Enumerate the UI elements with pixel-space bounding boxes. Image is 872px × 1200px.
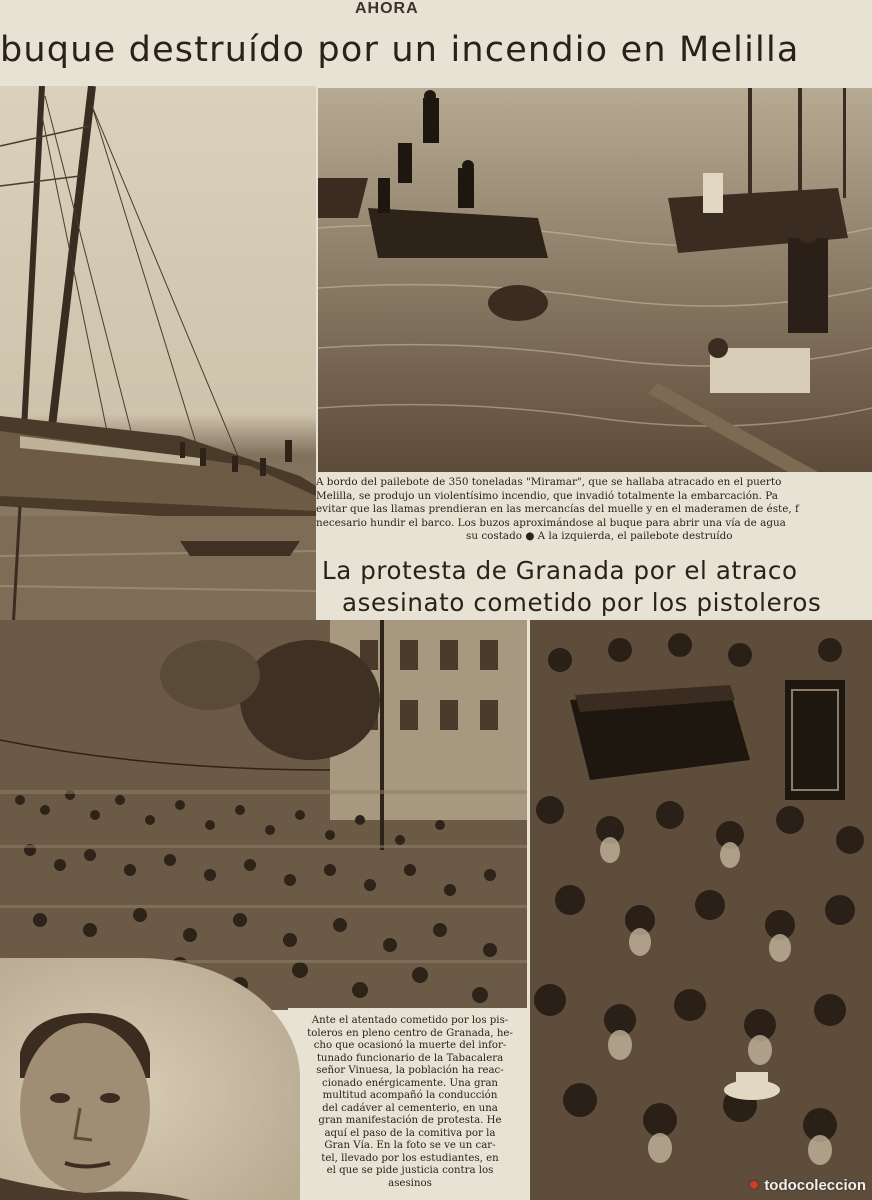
- caption-line: necesario hundir el barco. Los buzos aproximándose al buque para abrir una vía de agua: [316, 516, 786, 529]
- caption-line: tel, llevado por los estudiantes, en: [321, 1152, 499, 1164]
- caption-line: cho que ocasionó la muerte del infor-: [313, 1040, 507, 1051]
- caption-line: A bordo del pailebote de 350 toneladas "Miramar", que se hallaba atracado en el puerto: [316, 476, 782, 488]
- caption-granada: [294, 1015, 526, 1195]
- watermark-dot-icon: ●: [748, 1174, 765, 1194]
- caption-line: toleros en pleno centro de Granada, he-: [307, 1027, 513, 1039]
- caption-line: del cadáver al cementerio, en una: [322, 1102, 498, 1114]
- caption-line: aquí el paso de la comitiva por la: [324, 1127, 496, 1139]
- headline-melilla: buque destruído por un incendio en Melilla: [0, 30, 800, 70]
- caption-line: cionado enérgicamente. Una gran: [321, 1077, 498, 1089]
- caption-line: Melilla, se produjo un violentísimo incendio, que invadió totalmente la embarcación. Pa: [316, 489, 778, 502]
- caption-line: multitud acompañó la conducción: [322, 1090, 498, 1101]
- photo-destroyed-schooner: [0, 86, 316, 682]
- caption-line: su costado ● A la izquierda, el pailebote destruído: [466, 530, 733, 543]
- caption-melilla: [316, 476, 872, 546]
- watermark-text: todocoleccion: [764, 1177, 866, 1194]
- photo-procession-gran-via: [0, 620, 527, 1010]
- headline-granada-line2: asesinato cometido por los pistoleros: [342, 588, 822, 617]
- caption-line: tunado funcionario de la Tabacalera: [316, 1052, 504, 1064]
- watermark-logo: [656, 1174, 866, 1196]
- caption-line: Gran Vía. En la foto se ve un car-: [324, 1140, 496, 1151]
- photo-divers-boats: [318, 88, 872, 472]
- photo-coffin-procession: [530, 620, 872, 1200]
- caption-line: gran manifestación de protesta. He: [318, 1115, 502, 1126]
- caption-line: señor Vinuesa, la población ha reac-: [316, 1065, 504, 1076]
- caption-line: asesinos: [388, 1177, 432, 1189]
- caption-line: el que se pide justicia contra los: [326, 1165, 494, 1176]
- caption-line: Ante el atentado cometido por los pis-: [311, 1015, 509, 1026]
- masthead-label: AHORA: [355, 0, 419, 17]
- photo-portrait-victim: [0, 958, 300, 1200]
- caption-line: evitar que las llamas prendieran en las mercancías del muelle y en el maderamen de éste, f: [316, 503, 799, 516]
- headline-granada-line1: La protesta de Granada por el atraco: [322, 556, 798, 585]
